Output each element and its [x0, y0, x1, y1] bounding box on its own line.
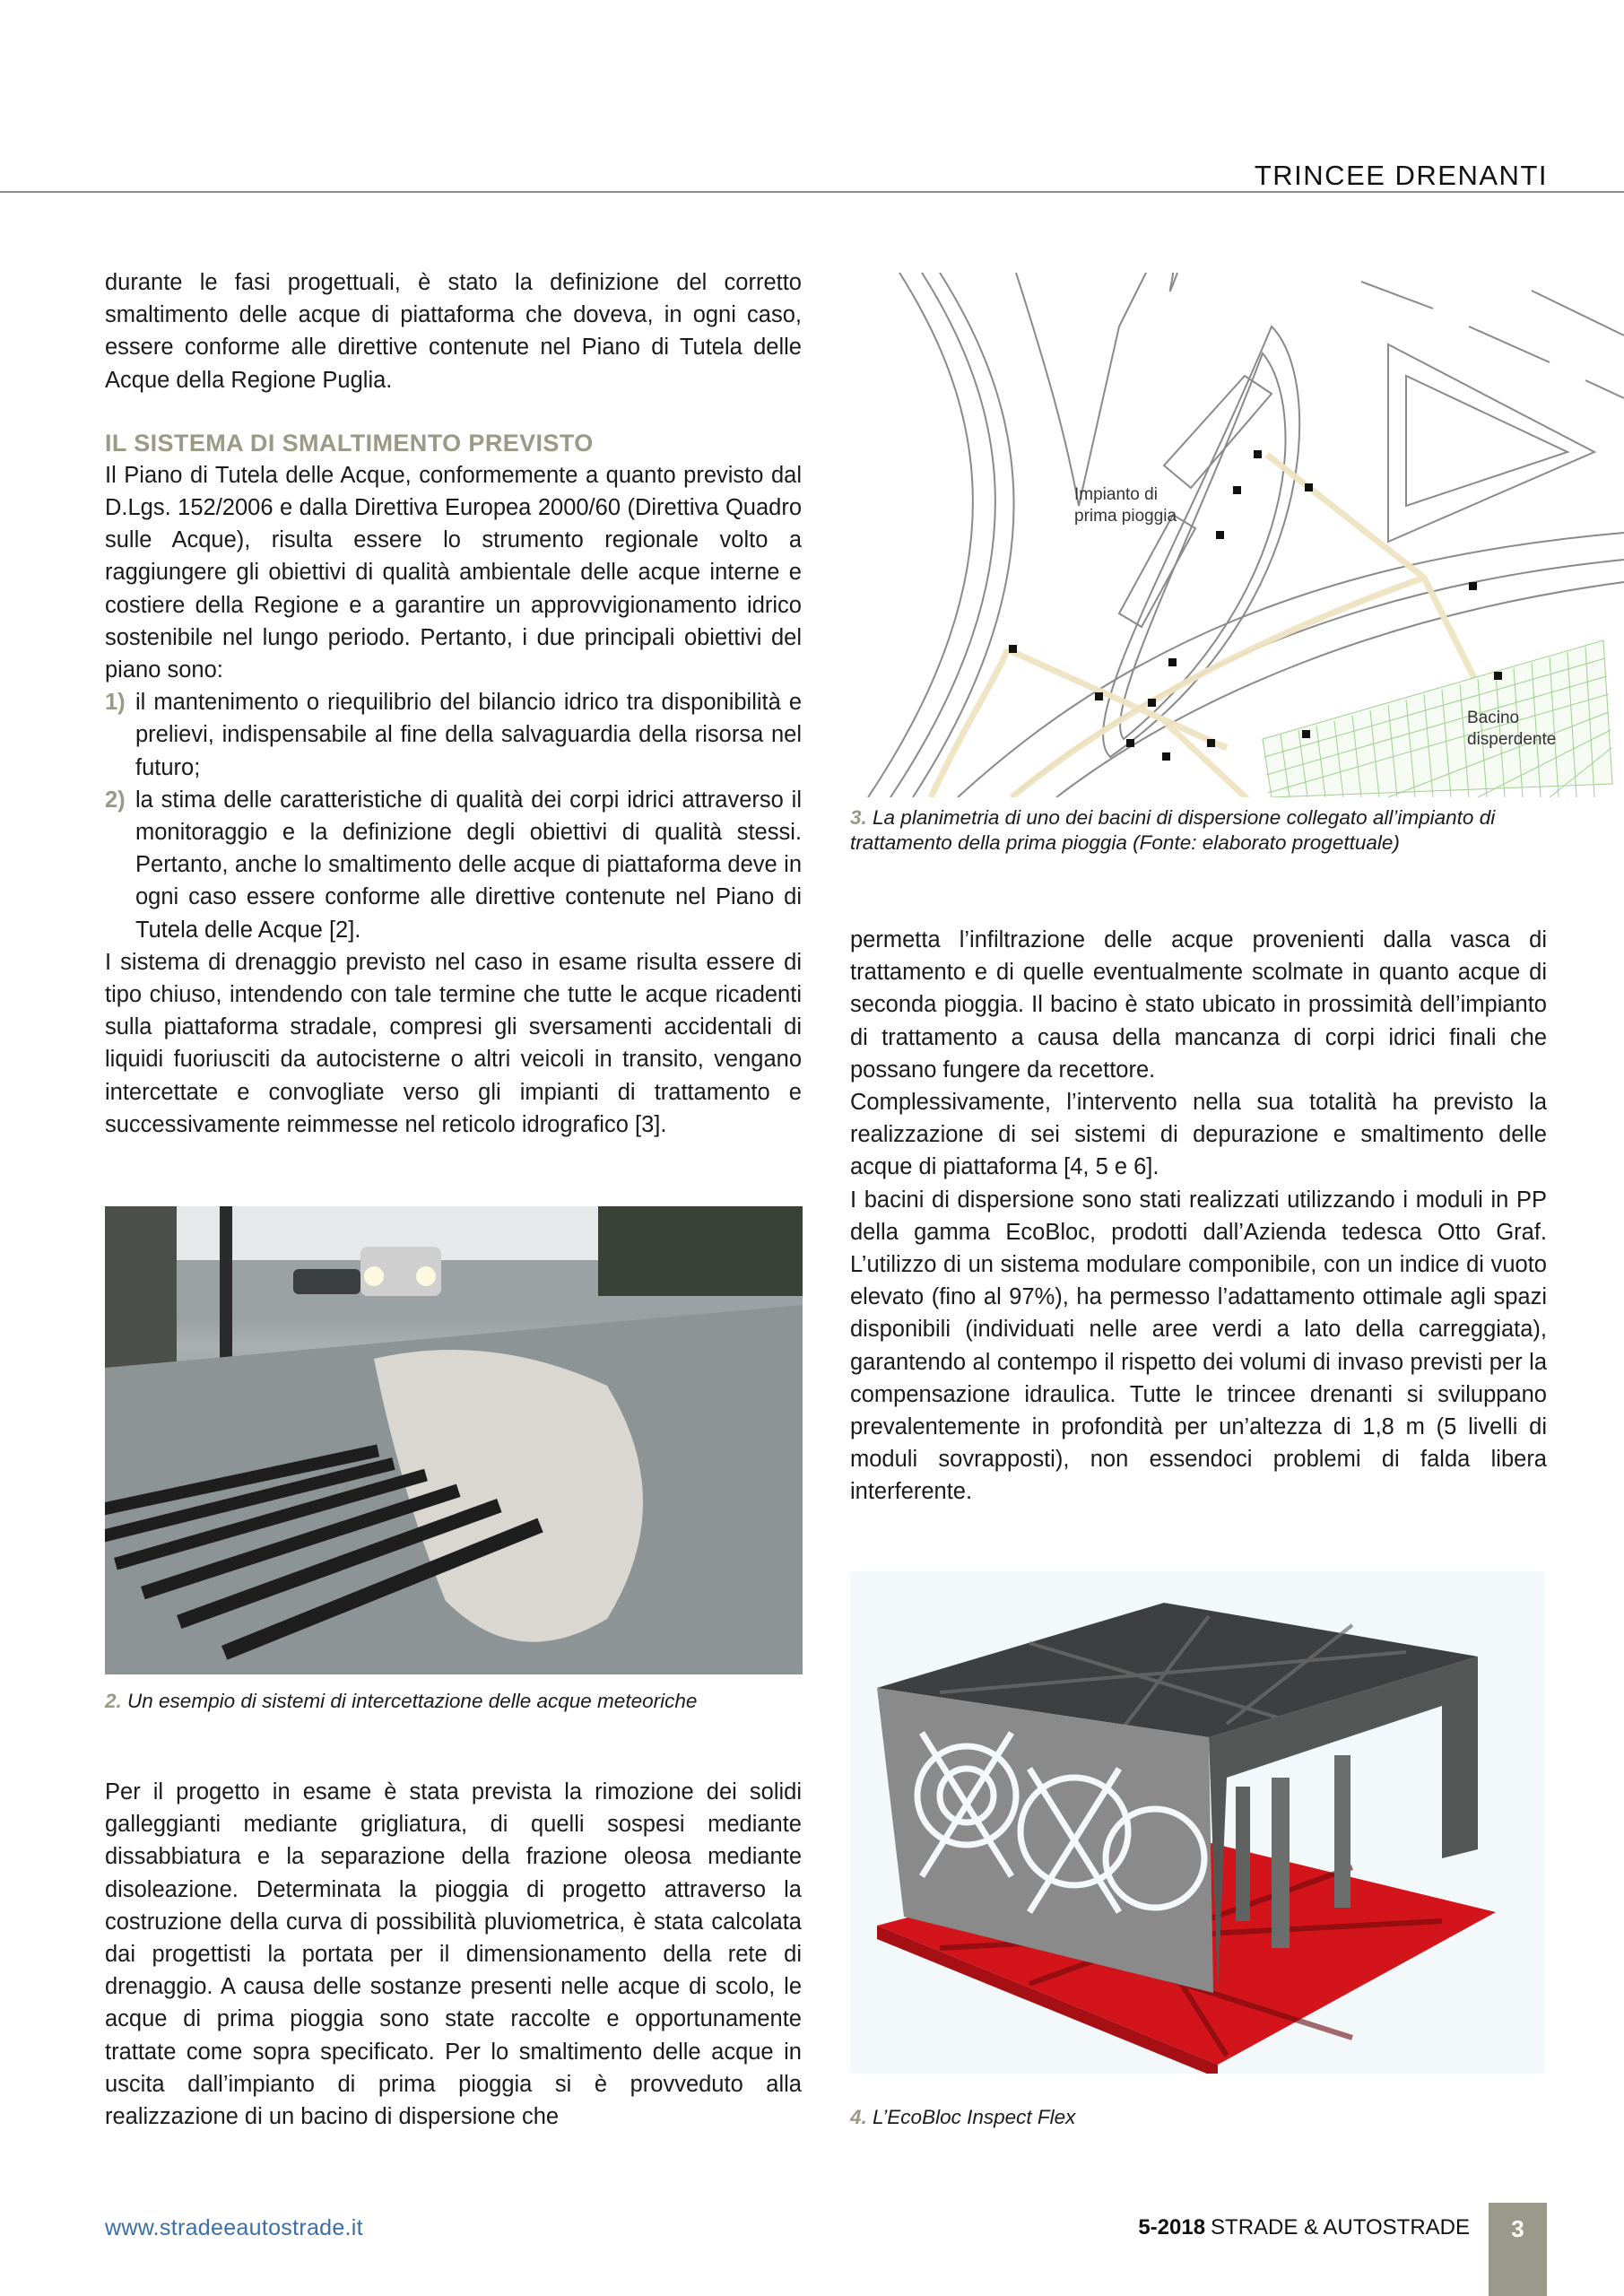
body-paragraph: Complessivamente, l’intervento nella sua totalità ha previsto la realizzazione di sei sistemi di depurazione e smaltimento delle acque di piattaforma [4, 5 e 6]. — [850, 1090, 1547, 1180]
plan-label-plant: Impianto di — [1074, 485, 1158, 504]
intro-paragraph: durante le fasi progettuali, è stato la definizione del corretto smaltimento delle acque di piattaforma che doveva, in ogni caso, essere conforme alle direttive contenute nel Piano di Tutela delle Acque della Regione Puglia. — [105, 270, 802, 393]
footer-issue — [1138, 2215, 1470, 2240]
svg-text:prima pioggia: prima pioggia — [1074, 507, 1177, 526]
ecobloc-photo — [850, 1571, 1545, 2074]
objectives-list — [105, 686, 802, 946]
caption-text: La planimetria di uno dei bacini di dispersione collegato all’impianto di trattamento della prima pioggia (Fonte: elaborato progettuale) — [850, 806, 1496, 854]
body-paragraph: I bacini di dispersione sono stati realizzati utilizzando i moduli in PP della gamma EcoBloc, prodotti dall’Azienda tedesca Otto Graf. L’utilizzo di un sistema modulare componibile, con un indice di vuoto elevato (fino al 97%), ha permesso l’adattamento ottimale agli spazi disponibili (individuati nelle aree verdi a lato della carreggiata), garantendo al contempo il rispetto dei volumi di invaso previsti per la compensazione idraulica. Tutte le trincee drenanti si sviluppano prevalentemente in profondità per un’altezza di 1,8 m (5 livelli di moduli sovrapposti), non essendoci problemi di falda libera interferente. — [850, 1187, 1547, 1505]
right-column-text — [850, 924, 1547, 1509]
storm-drain-photo — [105, 1206, 803, 1674]
issue-number: 5-2018 — [1138, 2215, 1206, 2239]
storm-drain-illustration — [105, 1206, 803, 1674]
list-item — [105, 686, 802, 784]
svg-text:disperdente: disperdente — [1467, 730, 1557, 749]
site-plan-diagram — [850, 273, 1624, 797]
page-number-tab — [1489, 2203, 1547, 2296]
list-item — [105, 784, 802, 946]
caption-text: L’EcoBloc Inspect Flex — [873, 2106, 1076, 2128]
ecobloc-illustration — [850, 1571, 1545, 2074]
list-text: la stima delle caratteristiche di qualità dei corpi idrici attraverso il monitoraggio e la definizione degli obiettivi di qualità stessi. Pertanto, anche lo smaltimento delle acque di piattaforma deve in ogni caso essere conforme alle direttive contenute nel Piano di Tutela delle Acque [2]. — [135, 787, 802, 943]
magazine-name: STRADE & AUTOSTRADE — [1211, 2215, 1470, 2239]
figure-4-caption — [850, 2105, 1568, 2130]
body-paragraph: Per il progetto in esame è stata prevista la rimozione dei solidi galleggianti mediante grigliatura, di quelli sospesi mediante dissabbiatura e la separazione della frazione oleosa mediante disoleazione. Determinata la pioggia di progetto attraverso la costruzione della curva di possibilità pluviometrica, è stata calcolata dai progettisti la portata per il dimensionamento della rete di drenaggio. A causa delle sostanze presenti nelle acque di scolo, le acque di prima pioggia sono state raccolte e opportunamente trattate come sopra specificato. Per lo smaltimento delle acque in uscita dall’impianto di prima pioggia si è provveduto alla realizzazione di un bacino di dispersione che — [105, 1779, 802, 2130]
running-header: TRINCEE DRENANTI — [1254, 160, 1548, 191]
page-number: 3 — [1511, 2215, 1524, 2242]
body-paragraph: Il Piano di Tutela delle Acque, conformemente a quanto previsto dal D.Lgs. 152/2006 e dalla Direttiva Europea 2000/60 (Direttiva Quadro sulle Acque), risulta essere lo strumento regionale volto a raggiungere gli obiettivi di qualità ambientale delle acque interne e costiere della Regione e a garantire un approvvigionamento idrico sostenibile nel lungo periodo. Pertanto, i due principali obiettivi del piano sono: — [105, 462, 802, 683]
list-number: 2) — [105, 787, 126, 813]
caption-text: Un esempio di sistemi di intercettazione delle acque meteoriche — [127, 1690, 698, 1712]
body-paragraph: I sistema di drenaggio previsto nel caso in esame risulta essere di tipo chiuso, intendendo con tale termine che tutte le acque ricadenti sulla piattaforma stradale, compresi gli sversamenti accidentali di liquidi fuoriusciti da autocisterne o altri veicoli in transito, vengano intercettate e convogliate verso gli impianti di trattamento e successivamente reimmesse nel reticolo idrografico [3]. — [105, 949, 802, 1137]
left-column-bottom — [105, 1776, 802, 2133]
list-number: 1) — [105, 690, 126, 716]
figure-2-caption — [105, 1689, 822, 1714]
body-paragraph: permetta l’infiltrazione delle acque provenienti dalla vasca di trattamento e di quelle eventualmente scolmate in quanto acque di seconda pioggia. Il bacino è stato ubicato in prossimità dell’impianto di trattamento a causa della mancanza di corpi idrici finali che possano fungere da recettore. — [850, 927, 1547, 1083]
website-link[interactable]: www.stradeeautostrade.it — [105, 2215, 363, 2240]
section-heading: IL SISTEMA DI SMALTIMENTO PREVISTO — [105, 429, 594, 457]
list-text: il mantenimento o riequilibrio del bilancio idrico tra disponibilità e prelievi, indispensabile al fine della salvaguardia della risorsa nel futuro; — [135, 690, 802, 780]
caption-number: 2. — [105, 1690, 122, 1712]
plan-drawing — [850, 273, 1624, 797]
basin-grid — [1263, 640, 1612, 797]
left-column-top — [105, 266, 802, 1141]
header-divider — [0, 191, 1624, 193]
plan-label-basin: Bacino — [1467, 709, 1520, 727]
figure-3-caption — [850, 805, 1568, 856]
caption-number: 4. — [850, 2106, 867, 2128]
caption-number: 3. — [850, 806, 867, 829]
